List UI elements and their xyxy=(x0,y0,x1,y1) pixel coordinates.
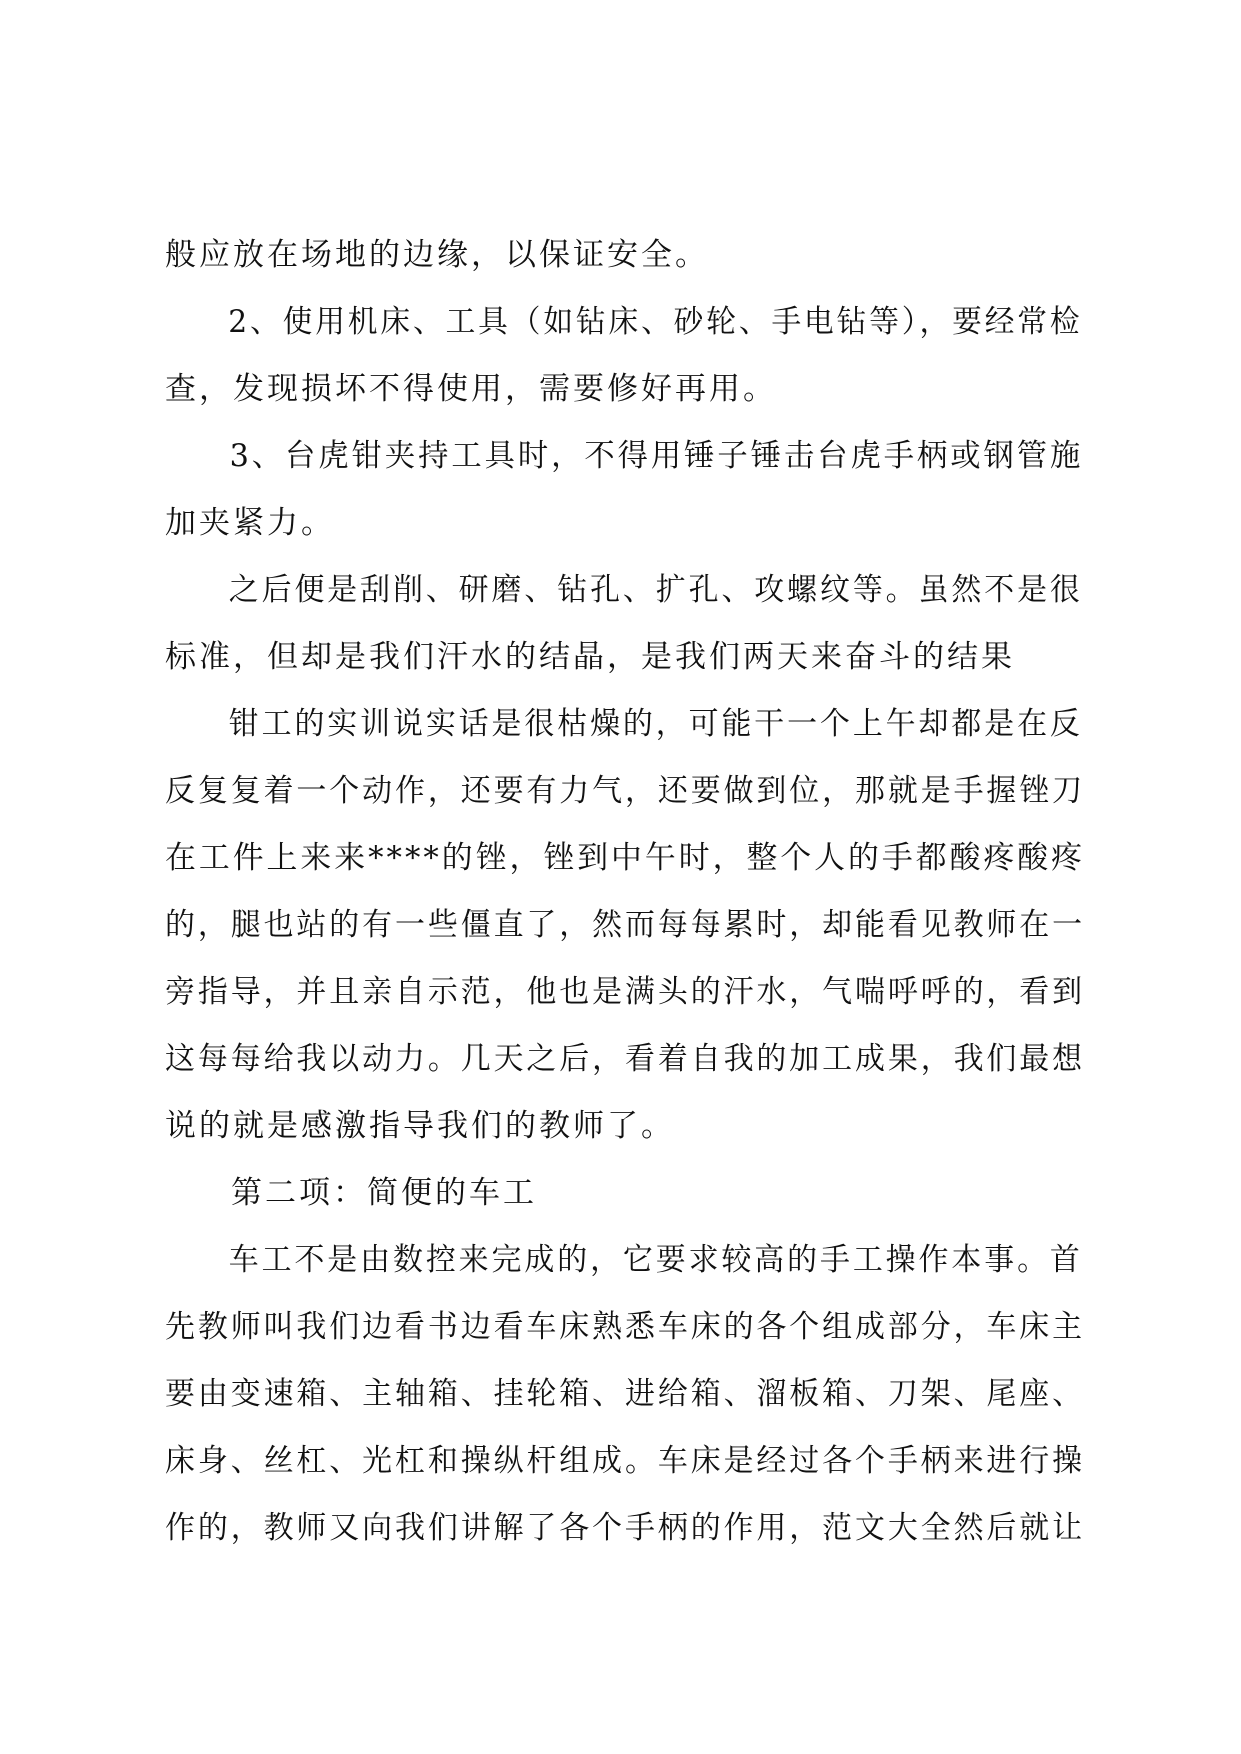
text-line: 这每每给我以动力。几天之后，看着自我的加工成果，我们最想 xyxy=(165,1041,1085,1077)
text-line: 床身、丝杠、光杠和操纵杆组成。车床是经过各个手柄来进行操 xyxy=(165,1443,1085,1479)
text-line: 般应放在场地的边缘，以保证安全。 xyxy=(165,237,709,273)
text-line: 钳工的实训说实话是很枯燥的，可能干一个上午却都是在反 xyxy=(228,706,1083,742)
text-line: 2、使用机床、工具（如钻床、砂轮、手电钻等），要经常检 xyxy=(228,304,1083,340)
body-text xyxy=(165,222,1085,1562)
text-line: 车工不是由数控来完成的，它要求较高的手工操作本事。首 xyxy=(228,1242,1083,1278)
text-line: 3、台虎钳夹持工具时，不得用锤子锤击台虎手柄或钢管施 xyxy=(229,438,1084,474)
text-line: 反复复着一个动作，还要有力气，还要做到位，那就是手握锉刀 xyxy=(165,773,1085,809)
text-line: 旁指导，并且亲自示范，他也是满头的汗水，气喘呼呼的，看到 xyxy=(165,974,1085,1010)
text-line: 在工件上来来****的锉，锉到中午时，整个人的手都酸疼酸疼 xyxy=(165,840,1085,876)
section-heading: 第二项：简便的车工 xyxy=(231,1175,537,1211)
text-line: 之后便是刮削、研磨、钻孔、扩孔、攻螺纹等。虽然不是很 xyxy=(228,572,1083,608)
text-line: 要由变速箱、主轴箱、挂轮箱、进给箱、溜板箱、刀架、尾座、 xyxy=(165,1376,1085,1412)
text-line: 的，腿也站的有一些僵直了，然而每每累时，却能看见教师在一 xyxy=(165,907,1085,943)
text-line: 查，发现损坏不得使用，需要修好再用。 xyxy=(165,371,777,407)
text-line: 作的，教师又向我们讲解了各个手柄的作用，范文大全然后就让 xyxy=(165,1510,1085,1546)
text-line: 先教师叫我们边看书边看车床熟悉车床的各个组成部分，车床主 xyxy=(165,1309,1085,1345)
text-line: 加夹紧力。 xyxy=(165,505,335,541)
text-line: 说的就是感激指导我们的教师了。 xyxy=(165,1108,675,1144)
text-line: 标准，但却是我们汗水的结晶，是我们两天来奋斗的结果 xyxy=(165,639,1015,675)
